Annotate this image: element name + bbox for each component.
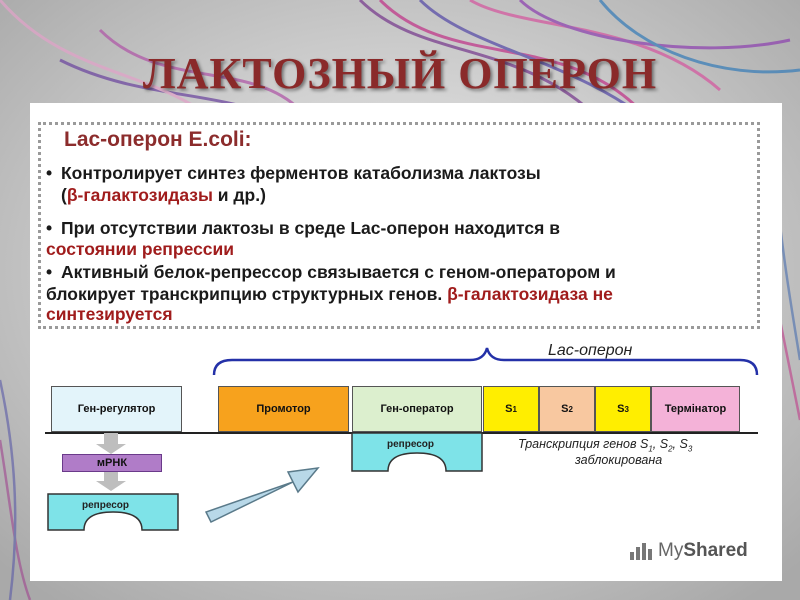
info-header: Lac-оперон E.coli:	[64, 128, 252, 151]
down-arrow-1	[96, 433, 126, 454]
bullet3-line3: синтезируется	[46, 304, 173, 324]
bullet3-line2-red: β-галактозидаза не	[447, 284, 613, 304]
s3-index: 3	[624, 404, 629, 414]
blocked-s2: 2	[668, 444, 673, 454]
blocked-sep2: , S	[672, 437, 688, 451]
blocked-s3: 3	[687, 444, 693, 454]
s2-index: 2	[568, 404, 573, 414]
chart-logo-icon	[628, 540, 654, 562]
operon-brace	[214, 348, 757, 375]
bullet-dot: •	[46, 262, 53, 282]
blocked-sep1: , S	[652, 437, 669, 451]
gene-regulator: Ген-регулятор	[51, 386, 182, 432]
mrna-box: мРНК	[62, 454, 162, 472]
gene-operator: Ген-оператор	[352, 386, 482, 432]
terminator: Термінатор	[651, 386, 740, 432]
s3-letter: S	[617, 403, 625, 415]
watermark	[628, 540, 748, 562]
s1-letter: S	[505, 403, 513, 415]
gene-s3	[595, 386, 651, 432]
bullet2-line1: При отсутствии лактозы в среде Lac-оперон находится в	[61, 218, 560, 238]
down-arrow-2	[96, 472, 126, 491]
repressor-bound-label: репресор	[387, 439, 435, 450]
bullet-dot: •	[46, 163, 53, 183]
diagonal-arrow	[206, 468, 318, 522]
bullet1-line1: Контролирует синтез ферментов катаболизма лактозы	[61, 163, 541, 183]
blocked-text: Транскрипция генов S	[518, 437, 649, 451]
bullet3-line1: Активный белок-репрессор связывается с геном-оператором и	[61, 262, 616, 282]
blocked-line2: заблокирована	[575, 453, 663, 467]
s2-letter: S	[561, 403, 569, 415]
blocked-line1	[518, 437, 692, 454]
watermark-a: My	[658, 540, 684, 561]
paren-open: (	[61, 185, 67, 205]
promoter: Промотор	[218, 386, 349, 432]
repressor-label: репресор	[82, 500, 130, 511]
gene-s2	[539, 386, 595, 432]
bullet1-term: β-галактозидазы	[66, 185, 213, 205]
bullet-dot: •	[46, 218, 53, 238]
operon-label: Lac-оперон	[548, 342, 633, 359]
gene-s1	[483, 386, 539, 432]
slide-title: ЛАКТОЗНЫЙ ОПЕРОН	[142, 49, 658, 98]
blocked-s1: 1	[648, 444, 653, 454]
bullet3-line2-text: блокирует транскрипцию структурных генов.	[46, 284, 448, 304]
bullet2-line2: состоянии репрессии	[46, 239, 235, 259]
bullet1-tail: и др.)	[212, 185, 266, 205]
watermark-b: Shared	[683, 540, 748, 561]
s1-index: 1	[512, 404, 517, 414]
